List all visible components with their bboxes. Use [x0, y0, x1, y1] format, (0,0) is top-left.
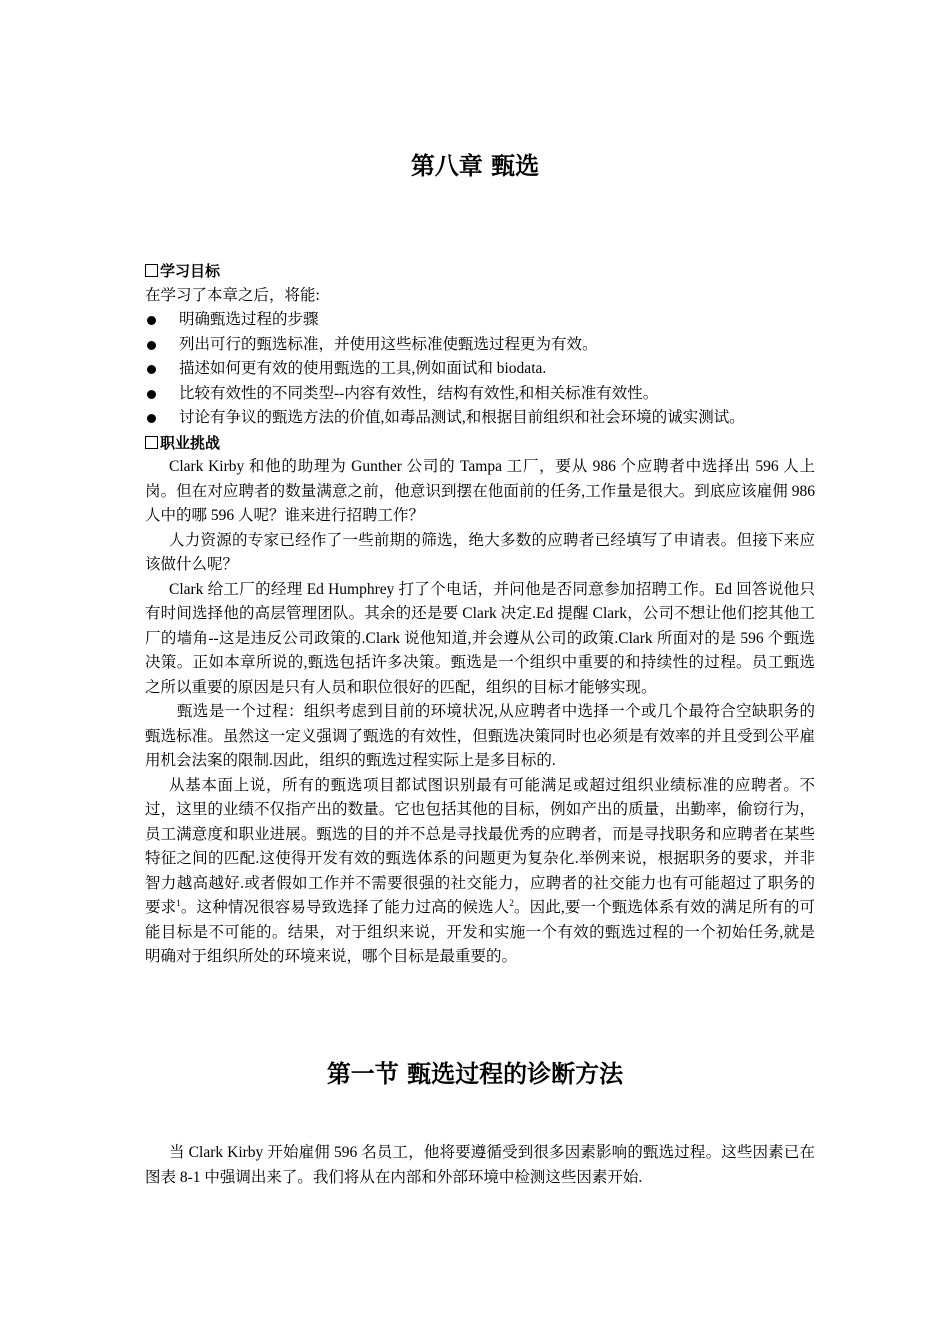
bullet-dot-icon: [147, 390, 156, 399]
objective-item: [145, 382, 815, 407]
challenge-heading-text: 职业挑战: [160, 433, 221, 452]
challenge-paragraph-5-part-b: 。这种情况很容易导致选择了能力过高的候选人: [180, 899, 510, 916]
footnote-ref-2: 2: [509, 897, 514, 908]
chapter-body: [145, 259, 815, 970]
footnote-ref-1: 1: [176, 897, 181, 908]
objectives-heading-text: 学习目标: [160, 262, 221, 280]
objective-text: 比较有效性的不同类型--内容有效性，结构有效性,和相关标准有效性。: [179, 384, 659, 402]
objective-text: 描述如何更有效的使用甄选的工具,例如面试和 biodata.: [179, 360, 547, 377]
challenge-paragraph-2: 人力资源的专家已经作了一些前期的筛选，绝大多数的应聘者已经填写了申请表。但接下来应该做什么呢？: [145, 531, 815, 573]
objective-item: [145, 406, 815, 431]
challenge-paragraph-3: Clark 给工厂的经理 Ed Humphrey 打了个电话，并问他是否同意参加招聘工作。Ed 回答说他只有时间选择他的高层管理团队。其余的还是要 Clark 决定.Ed 提醒 Clark，公司不想让他们挖其他工厂的墙角--这是违反公司政策的.Clark 说他知道,并会遵从公司的政策.Clark 所面对的是 596 个甄选决策。正如本章所说的,甄选包括许多决策。甄选是一个组织中重要的和持续性的过程。员工甄选之所以重要的原因是只有人员和职位很好的匹配，组织的目标才能够实现。: [145, 580, 815, 696]
section-body: [145, 1141, 815, 1190]
objective-item: [145, 357, 815, 382]
challenge-paragraph-4: 甄选是一个过程：组织考虑到目前的环境状况,从应聘者中选择一个或几个最符合空缺职务的甄选标准。虽然这一定义强调了甄选的有效性，但甄选决策同时也必须是有效率的并且受到公平雇用机会法案的限制.因此，组织的甄选过程实际上是多目标的.: [145, 703, 815, 769]
challenge-heading: [145, 431, 815, 456]
challenge-paragraph-1: Clark Kirby 和他的助理为 Gunther 公司的 Tampa 工厂，要从 986 个应聘者中选择出 596 人上岗。但在对应聘者的数量满意之前，他意识到摆在他面前的任务,工作量是很大。到底应该雇佣 986 人中的哪 596 人呢？谁来进行招聘工作？: [145, 458, 815, 524]
challenge-paragraph-5: [145, 774, 815, 970]
objective-item: [145, 308, 815, 333]
challenge-paragraph-5-part-a: 从基本面上说，所有的甄选项目都试图识别最有可能满足或超过组织业绩标准的应聘者。不过，这里的业绩不仅指产出的数量。它也包括其他的目标，例如产出的质量，出勤率，偷窃行为，员工满意度和职业进展。甄选的目的并不总是寻找最优秀的应聘者，而是寻找职务和应聘者在某些特征之间的匹配.这使得开发有效的甄选体系的问题更为复杂化.举例来说，根据职务的要求，并非智力越高越好.或者假如工作并不需要很强的社交能力，应聘者的社交能力也有可能超过了职务的要求: [145, 776, 815, 916]
chapter-title: 第八章 甄选: [410, 152, 540, 180]
checkbox-square-icon: [145, 436, 158, 449]
objective-text: 讨论有争议的甄选方法的价值,如毒品测试,和根据目前组织和社会环境的诚实测试。: [179, 409, 745, 426]
objective-text: 明确甄选过程的步骤: [179, 311, 319, 328]
objectives-heading: [145, 259, 815, 284]
objectives-list: [145, 308, 815, 431]
bullet-dot-icon: [147, 365, 156, 374]
section-paragraph-1: 当 Clark Kirby 开始雇佣 596 名员工，他将要遵循受到很多因素影响的甄选过程。这些因素已在图表 8-1 中强调出来了。我们将从在内部和外部环境中检测这些因素开始.: [145, 1144, 815, 1186]
checkbox-square-icon: [145, 264, 158, 277]
bullet-dot-icon: [147, 341, 156, 350]
bullet-dot-icon: [147, 316, 156, 325]
objective-item: [145, 333, 815, 358]
bullet-dot-icon: [147, 414, 156, 423]
challenge-paragraph-5-part-c: 。因此,要一个甄选体系有效的满足所有的可能目标是不可能的。结果，对于组织来说，开发和实施一个有效的甄选过程的一个初始任务,就是明确对于组织所处的环境来说，哪个目标是最重要的。: [145, 899, 815, 965]
section-title: 第一节 甄选过程的诊断方法: [326, 1060, 624, 1088]
objective-text: 列出可行的甄选标准，并使用这些标准使甄选过程更为有效。: [179, 335, 598, 353]
objectives-intro: 在学习了本章之后，将能:: [145, 286, 320, 304]
